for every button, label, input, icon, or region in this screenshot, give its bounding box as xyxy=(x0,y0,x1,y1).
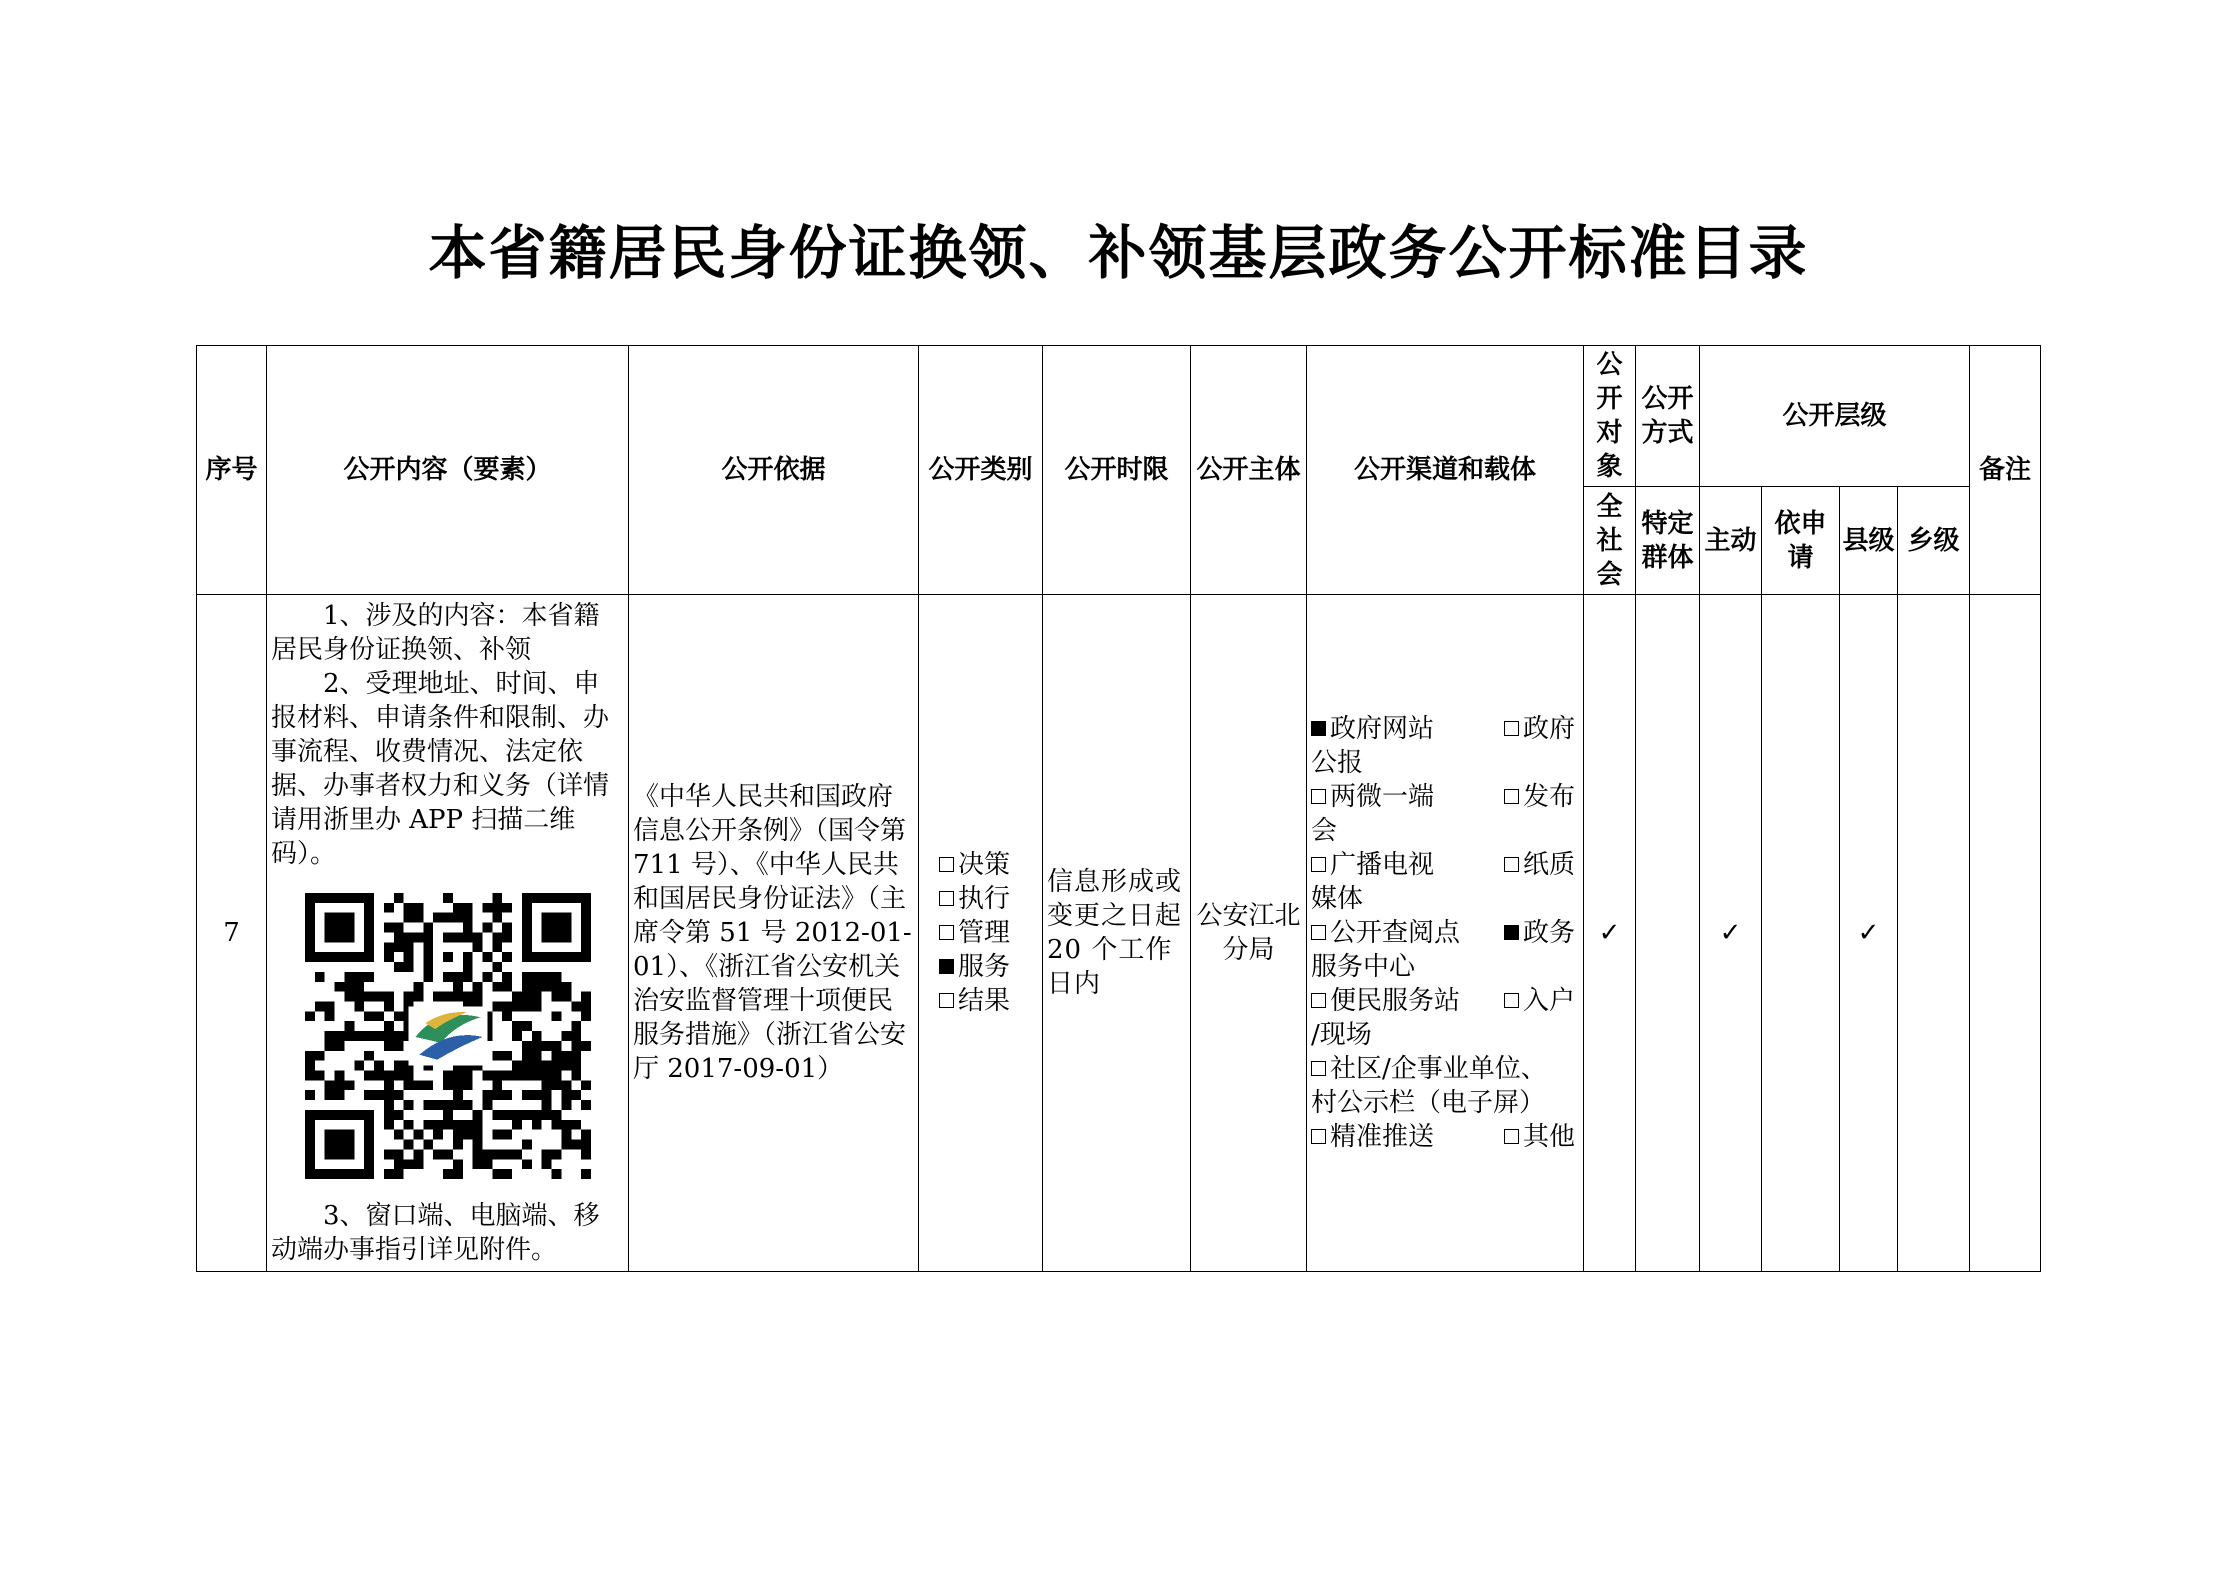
category-option: 结果 xyxy=(939,984,1042,1018)
check-method-active: ✓ xyxy=(1700,595,1762,1272)
checkbox-icon xyxy=(1504,857,1519,872)
cell-channels: 政府网站 政府 公报 两微一端 发布 会 广播电视 纸质 媒体 公开查阅点 政务 服务中心 便民服务站 入户 /现场 社区/企事业单位、 村公示栏（电子屏） 精准推送 其他 xyxy=(1307,595,1584,1272)
checkbox-icon xyxy=(1311,721,1326,736)
cell-target-specific xyxy=(1636,595,1700,1272)
checkbox-icon xyxy=(939,857,954,872)
checkbox-icon xyxy=(1311,789,1326,804)
header-target-specific: 特定群体 xyxy=(1636,487,1700,595)
checkbox-icon xyxy=(1311,857,1326,872)
check-target-all: ✓ xyxy=(1584,595,1636,1272)
checkbox-icon xyxy=(1311,1129,1326,1144)
cell-categories xyxy=(919,595,1043,1272)
category-option: 执行 xyxy=(939,882,1042,916)
cell-basis: 《中华人民共和国政府信息公开条例》（国令第 711 号）、《中华人民共和国居民身份证法》（主席令第 51 号 2012-01-01）、《浙江省公安机关治安监督管理十项便民服务措施》（浙江省公安厅 2017-09-01） xyxy=(629,595,919,1272)
header-channels: 公开渠道和载体 xyxy=(1307,346,1584,595)
page-title: 本省籍居民身份证换领、补领基层政务公开标准目录 xyxy=(428,219,1809,287)
header-level-township: 乡级 xyxy=(1898,487,1970,595)
category-option: 决策 xyxy=(939,848,1042,882)
checkbox-icon xyxy=(939,925,954,940)
cell-remark xyxy=(1970,595,2041,1272)
checkbox-icon xyxy=(939,959,954,974)
qr-code-icon xyxy=(305,893,591,1179)
header-level-county: 县级 xyxy=(1840,487,1898,595)
checkbox-icon xyxy=(1504,789,1519,804)
cell-time-limit: 信息形成或变更之日起 20 个工作日内 xyxy=(1043,595,1191,1272)
checkbox-icon xyxy=(1311,925,1326,940)
cell-content xyxy=(267,595,629,1272)
header-remark: 备注 xyxy=(1970,346,2041,595)
checkbox-icon xyxy=(1311,1061,1326,1076)
header-method-active: 主动 xyxy=(1700,487,1762,595)
checkbox-icon xyxy=(1311,993,1326,1008)
checkbox-icon xyxy=(1504,1129,1519,1144)
header-basis: 公开依据 xyxy=(629,346,919,595)
header-target: 公开对象 xyxy=(1584,346,1636,487)
checkbox-icon xyxy=(1504,721,1519,736)
header-target-all: 全社会 xyxy=(1584,487,1636,595)
header-content: 公开内容（要素） xyxy=(267,346,629,595)
checkbox-icon xyxy=(939,891,954,906)
header-method: 公开方式 xyxy=(1636,346,1700,487)
cell-method-apply xyxy=(1762,595,1840,1272)
header-method-apply: 依申请 xyxy=(1762,487,1840,595)
checkbox-icon xyxy=(1504,993,1519,1008)
check-level-county: ✓ xyxy=(1840,595,1898,1272)
header-category: 公开类别 xyxy=(919,346,1043,595)
cell-seq: 7 xyxy=(197,595,267,1272)
checkbox-icon xyxy=(1504,925,1519,940)
category-option: 服务 xyxy=(939,950,1042,984)
content-item-3: 3、窗口端、电脑端、移动端办事指引详见附件。 xyxy=(271,1201,600,1265)
header-level: 公开层级 xyxy=(1700,346,1970,487)
header-time-limit: 公开时限 xyxy=(1043,346,1191,595)
cell-subject: 公安江北分局 xyxy=(1191,595,1307,1272)
content-item-2: 2、受理地址、时间、申报材料、申请条件和限制、办事流程、收费情况、法定依据、办事者权力和义务（详情请用浙里办 APP 扫描二维码）。 xyxy=(271,669,610,869)
content-item-1: 1、涉及的内容：本省籍居民身份证换领、补领 xyxy=(271,601,600,665)
header-subject: 公开主体 xyxy=(1191,346,1307,595)
catalog-table xyxy=(196,345,2041,1272)
category-option: 管理 xyxy=(939,916,1042,950)
header-seq: 序号 xyxy=(197,346,267,595)
cell-level-township xyxy=(1898,595,1970,1272)
checkbox-icon xyxy=(939,993,954,1008)
